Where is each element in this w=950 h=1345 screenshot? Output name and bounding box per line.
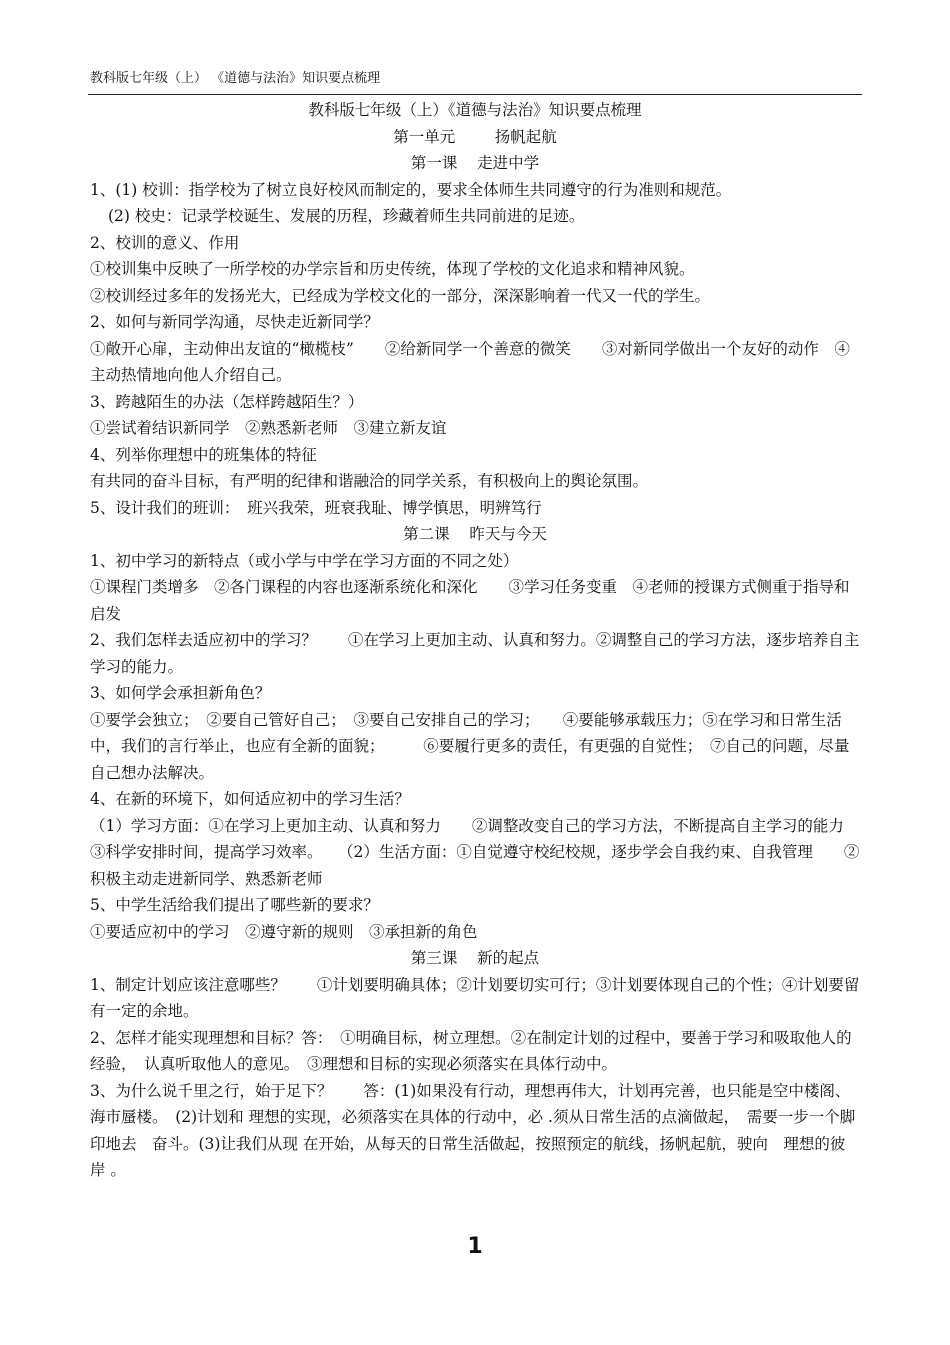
text-line: (2) 校史：记录学校诞生、发展的历程，珍藏着师生共同前进的足迹。 bbox=[108, 207, 585, 225]
text-line: ①课程门类增多 ②各门课程的内容也逐渐系统化和深化 ③学习任务变重 ④老师的授课方式侧重于指导和启发 bbox=[90, 578, 850, 623]
text-line: 2、如何与新同学沟通，尽快走近新同学？ bbox=[90, 313, 379, 331]
text-line: 3、跨越陌生的办法（怎样跨越陌生？） bbox=[90, 392, 364, 411]
document-title: 教科版七年级（上）《道德与法治》知识要点梳理 bbox=[308, 101, 642, 119]
text-line: ①尝试着结识新同学 ②熟悉新老师 ③建立新友谊 bbox=[90, 419, 447, 437]
text-line: 3、为什么说千里之行，始于足下？ 答：(1)如果没有行动，理想再伟大，计划再完善，也只能是空中楼阁、海市蜃楼。 (2)计划和 理想的实现，必须落实在具体的行动中，必 .须从日常生活的点滴做起， 需要一步一个脚印地去 奋斗。(3)让我们从现 在开始，从每天的日常生活做起，按照预定的航线，扬帆起航，驶向 理想的彼岸 。 bbox=[90, 1081, 856, 1179]
text-line: 4、列举你理想中的班集体的特征 bbox=[90, 445, 317, 464]
text-line: 3、如何学会承担新角色？ bbox=[90, 684, 271, 702]
text-line: 1、制定计划应该注意哪些？ ①计划要明确具体；②计划要切实可行；③计划要体现自己的个性；④计划要留有一定的余地。 bbox=[90, 975, 860, 1020]
text-line: ①要学会独立； ②要自己管好自己； ③要自己安排自己的学习； ④要能够承载压力；⑤在学习和日常生活中，我们的言行举止，也应有全新的面貌； ⑥要履行更多的责任，有更强的自觉性； ⑦自己的问题，尽量自己想办法解决。 bbox=[90, 710, 850, 782]
page-number: 1 bbox=[467, 1234, 483, 1259]
text-line: 2、校训的意义、作用 bbox=[90, 233, 240, 252]
lesson-heading: 第三课 新的起点 bbox=[410, 949, 540, 967]
lesson-heading: 第二课 昨天与今天 bbox=[403, 525, 547, 543]
document-body bbox=[90, 97, 860, 1184]
text-line: ②校训经过多年的发扬光大，已经成为学校文化的一部分，深深影响着一代又一代的学生。 bbox=[90, 286, 711, 305]
text-line: 有共同的奋斗目标，有严明的纪律和谐融洽的同学关系，有积极向上的舆论氛围。 bbox=[90, 472, 649, 490]
running-header: 教科版七年级（上） 《道德与法治》知识要点梳理 bbox=[90, 71, 381, 86]
text-line: 2、我们怎样去适应初中的学习？ ①在学习上更加主动、认真和努力。②调整自己的学习方法，逐步培养自主学习的能力。 bbox=[90, 631, 860, 676]
lesson-heading: 第一课 走进中学 bbox=[410, 154, 540, 172]
unit-heading: 第一单元 扬帆起航 bbox=[393, 127, 557, 146]
text-line: （1）学习方面：①在学习上更加主动、认真和努力 ②调整改变自己的学习方法，不断提高自主学习的能力 ③科学安排时间，提高学习效率。 （2）生活方面：①自觉遵守校纪校规，逐步学会自我约束、自我管理 ②积极主动走进新同学、熟悉新老师 bbox=[90, 816, 860, 888]
text-line: 1、(1) 校训：指学校为了树立良好校风而制定的，要求全体师生共同遵守的行为准则和规范。 bbox=[90, 180, 732, 199]
text-line: ①敞开心扉，主动伸出友谊的“橄榄枝” ②给新同学一个善意的微笑 ③对新同学做出一个友好的动作 ④主动热情地向他人介绍自己。 bbox=[90, 339, 850, 384]
text-line: 5、设计我们的班训： 班兴我荣，班衰我耻、博学慎思，明辨笃行 bbox=[90, 498, 542, 517]
header-divider bbox=[88, 94, 862, 95]
text-line: 5、中学生活给我们提出了哪些新的要求？ bbox=[90, 896, 379, 914]
text-line: 2、怎样才能实现理想和目标？答： ①明确目标，树立理想。②在制定计划的过程中，要善于学习和吸取他人的经验， 认真听取他人的意见。 ③理想和目标的实现必须落实在具体行动中。 bbox=[90, 1028, 852, 1073]
text-line: 4、在新的环境下，如何适应初中的学习生活？ bbox=[90, 790, 410, 808]
text-line: ①校训集中反映了一所学校的办学宗旨和历史传统，体现了学校的文化追求和精神风貌。 bbox=[90, 260, 695, 278]
text-line: ①要适应初中的学习 ②遵守新的规则 ③承担新的角色 bbox=[90, 922, 478, 941]
text-line: 1、初中学习的新特点（或小学与中学在学习方面的不同之处） bbox=[90, 551, 519, 570]
